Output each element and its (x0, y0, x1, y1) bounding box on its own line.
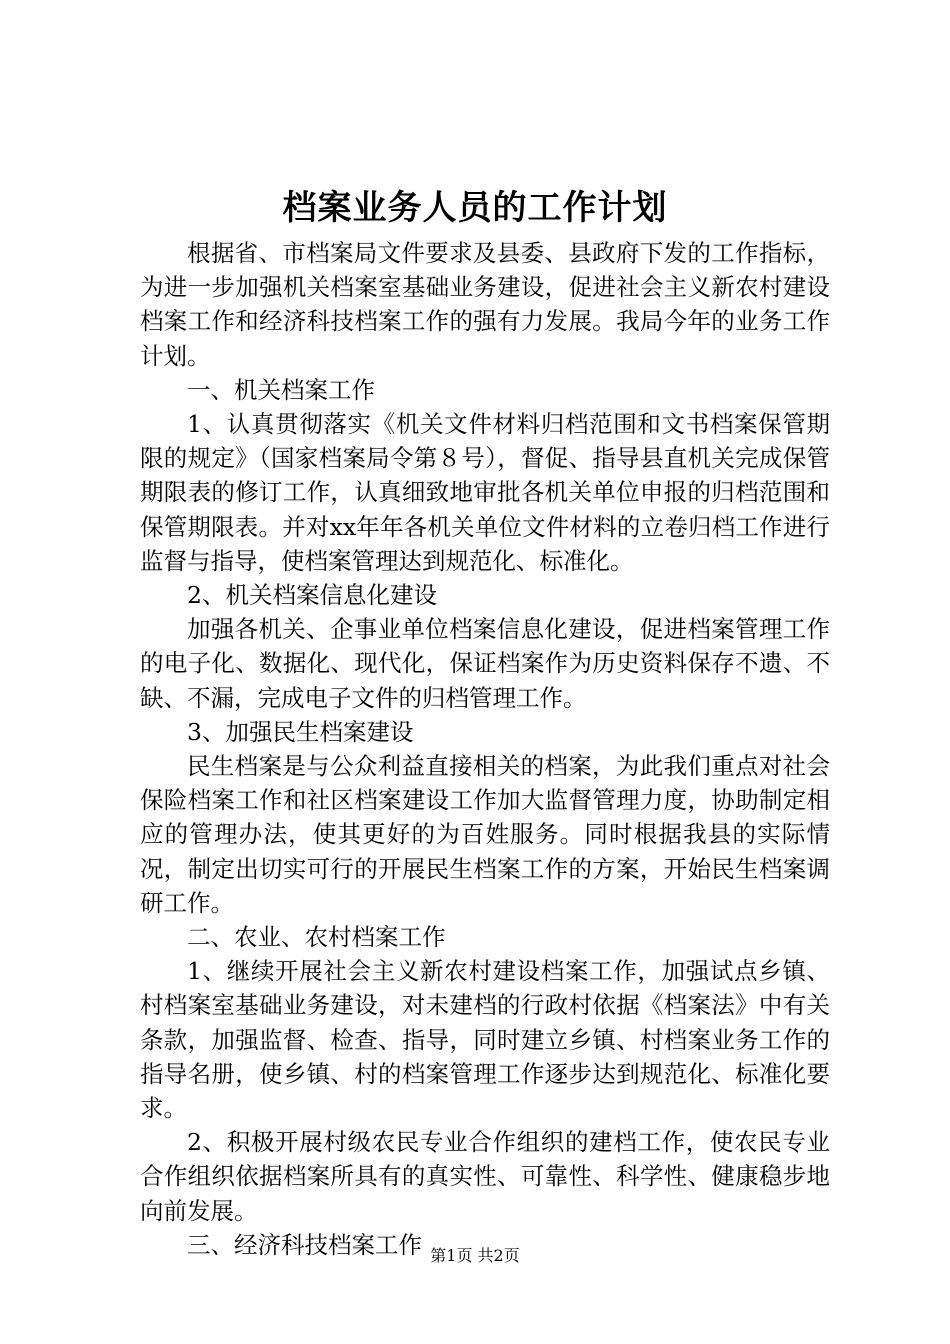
page-footer: 第1页 共2页 (430, 1246, 520, 1265)
section-heading: 一、机关档案工作 (187, 375, 375, 404)
paragraph: 民生档案是与公众利益直接相关的档案，为此我们重点对社会保险档案工作和社区档案建设工作加大监督管理力度，协助制定相应的管理办法，使其更好的为百姓服务。同时根据我县的实际情况，制定出切实可行的开展民生档案工作的方案，开始民生档案调研工作。 (140, 752, 830, 917)
section-heading: 三、经济科技档案工作 (187, 1230, 422, 1259)
subsection-heading: 2、机关档案信息化建设 (187, 581, 437, 610)
document-body (140, 236, 830, 1262)
paragraph: 1、认真贯彻落实《机关文件材料归档范围和文书档案保管期限的规定》（国家档案局令第８号），督促、指导县直机关完成保管期限表的修订工作，认真细致地审批各机关单位申报的归档范围和保管期限表。并对xx年年各机关单位文件材料的立卷归档工作进行监督与指导，使档案管理达到规范化、标准化。 (140, 410, 830, 575)
paragraph: 加强各机关、企事业单位档案信息化建设，促进档案管理工作的电子化、数据化、现代化，保证档案作为历史资料保存不遗、不缺、不漏，完成电子文件的归档管理工作。 (140, 615, 830, 712)
subsection-heading: 3、加强民生档案建设 (187, 717, 414, 746)
paragraph: 2、积极开展村级农民专业合作组织的建档工作，使农民专业合作组织依据档案所具有的真实性、可靠性、科学性、健康稳步地向前发展。 (140, 1128, 830, 1225)
document-title: 档案业务人员的工作计划 (282, 188, 668, 228)
paragraph: 根据省、市档案局文件要求及县委、县政府下发的工作指标，为进一步加强机关档案室基础业务建设，促进社会主义新农村建设档案工作和经济科技档案工作的强有力发展。我局今年的业务工作计划。 (140, 239, 830, 370)
section-heading: 二、农业、农村档案工作 (187, 923, 446, 952)
paragraph: 1、继续开展社会主义新农村建设档案工作，加强试点乡镇、村档案室基础业务建设，对未建档的行政村依据《档案法》中有关条款，加强监督、检查、指导，同时建立乡镇、村档案业务工作的指导名册，使乡镇、村的档案管理工作逐步达到规范化、标准化要求。 (140, 957, 830, 1123)
